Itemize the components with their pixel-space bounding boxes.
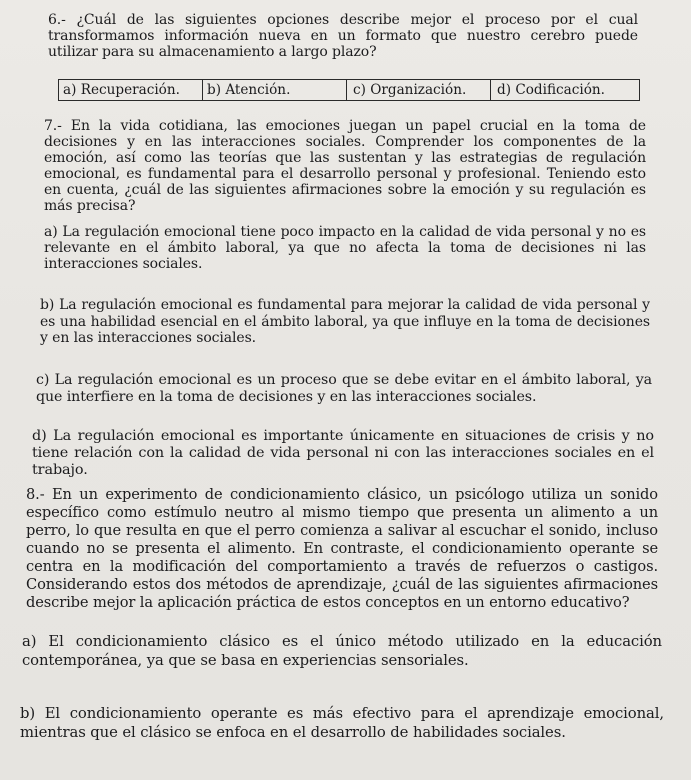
question-6-text: 6.- ¿Cuál de las siguientes opciones describe mejor el proceso por el cual transformamos información nueva en un formato que nuestro cerebro puede utilizar para su almacenamiento a largo plazo? <box>48 12 638 60</box>
question-6-option-c: c) Organización. <box>347 80 491 100</box>
question-7-option-a: a) La regulación emocional tiene poco impacto en la calidad de vida personal y no es relevante en el ámbito laboral, ya que no afecta la toma de decisiones ni las interacciones sociales. <box>44 224 646 272</box>
question-8-text: 8.- En un experimento de condicionamiento clásico, un psicólogo utiliza un sonido específico como estímulo neutro al mismo tiempo que presenta un alimento a un perro, lo que resulta en que el perro comienza a salivar al escuchar el sonido, incluso cuando no se presenta el alimento. En contraste, el condicionamiento operante se centra en la modificación del comportamiento a través de refuerzos o castigos. Considerando estos dos métodos de aprendizaje, ¿cuál de las siguientes afirmaciones describe mejor la aplicación práctica de estos conceptos en un entorno educativo? <box>26 486 658 611</box>
question-6-option-b: b) Atención. <box>203 80 347 100</box>
question-6-option-d: d) Codificación. <box>497 82 605 98</box>
question-6-option-a: a) Recuperación. <box>59 80 203 100</box>
question-8-option-a: a) El condicionamiento clásico es el único método utilizado en la educación contemporánea, ya que se basa en experiencias sensoriales. <box>22 633 662 669</box>
question-6-options-table <box>58 79 640 101</box>
question-7-option-c: c) La regulación emocional es un proceso que se debe evitar en el ámbito laboral, ya que interfiere en la toma de decisiones y en las interacciones sociales. <box>36 372 652 405</box>
question-7-option-d: d) La regulación emocional es importante únicamente en situaciones de crisis y no tiene relación con la calidad de vida personal ni con las interacciones sociales en el trabajo. <box>32 428 654 478</box>
question-7-text: 7.- En la vida cotidiana, las emociones juegan un papel crucial en la toma de decisiones y en las interacciones sociales. Comprender los componentes de la emoción, así como las teorías que las sustentan y las estrategias de regulación emocional, es fundamental para el desarrollo personal y profesional. Teniendo esto en cuenta, ¿cuál de las siguientes afirmaciones sobre la emoción y su regulación es más precisa? <box>44 118 646 214</box>
question-8-option-b: b) El condicionamiento operante es más efectivo para el aprendizaje emocional, mientras que el clásico se enfoca en el desarrollo de habilidades sociales. <box>20 705 664 741</box>
question-7-option-b: b) La regulación emocional es fundamental para mejorar la calidad de vida personal y es una habilidad esencial en el ámbito laboral, ya que influye en la toma de decisiones y en las interacciones sociales. <box>40 297 650 346</box>
